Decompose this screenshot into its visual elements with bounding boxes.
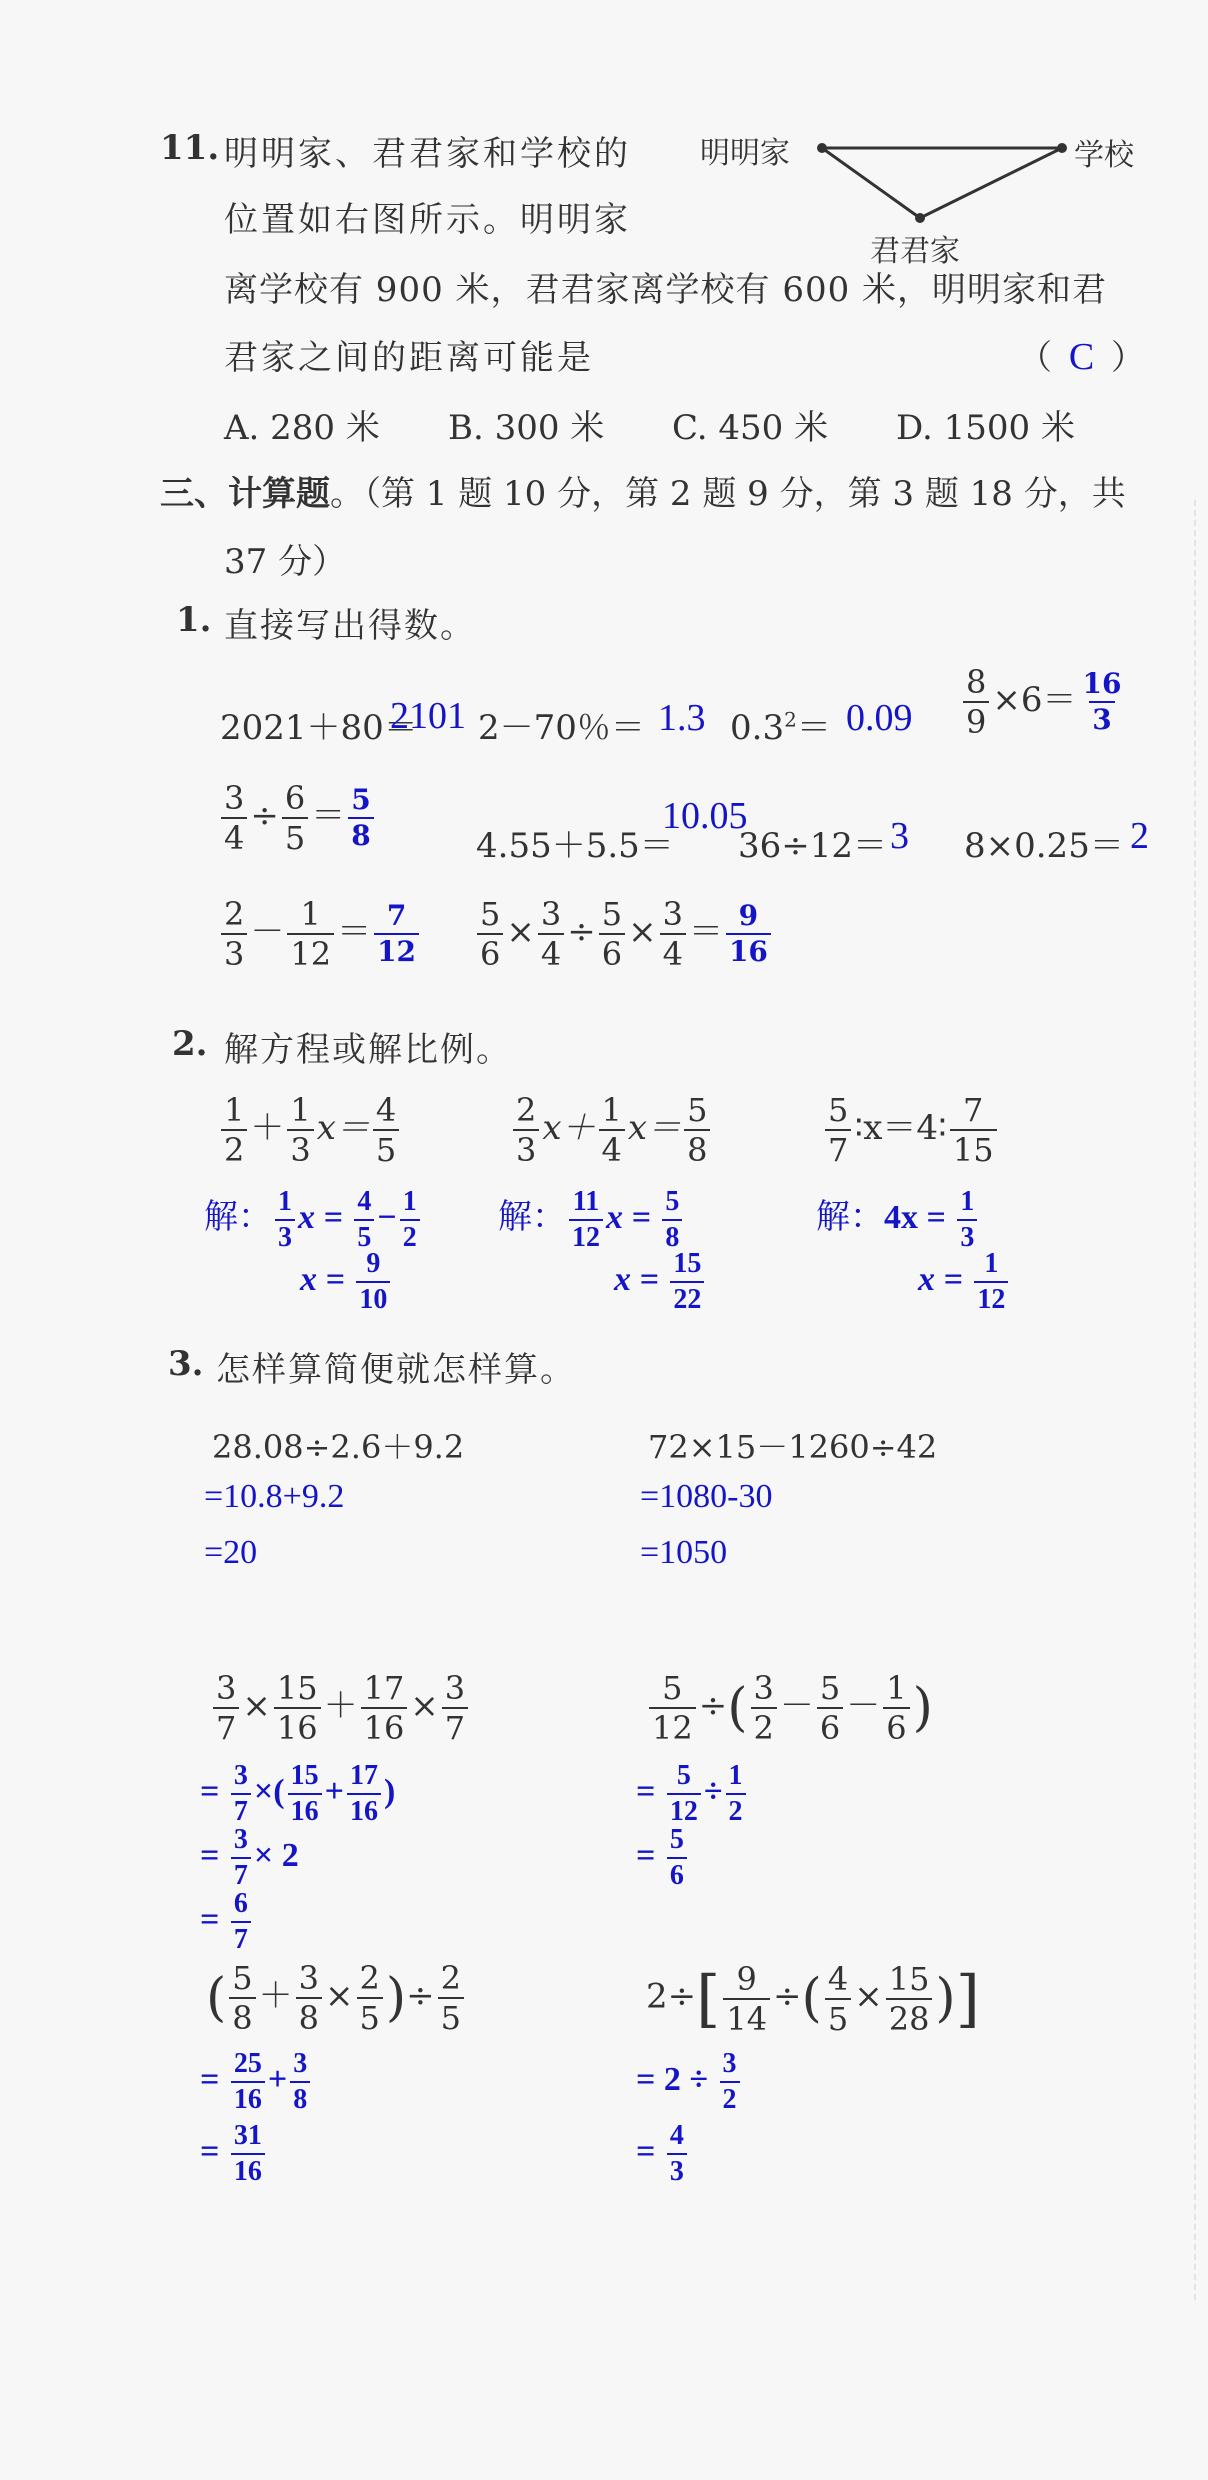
q11-line3: 离学校有 900 米，君君家离学校有 600 米，明明家和君	[224, 270, 1108, 310]
fraction: $\frac{1}{4}$	[599, 1094, 625, 1166]
q11-option-d: D. 1500 米	[896, 408, 1075, 448]
fraction: $\frac{17}{16}$	[347, 1762, 381, 1826]
fraction: $\frac{5}{6}$	[667, 1826, 687, 1890]
fraction: $\frac{2}{3}$	[221, 898, 247, 970]
line-school-jun	[920, 148, 1062, 218]
q11-option-a: A. 280 米	[224, 408, 380, 448]
fraction: $\frac{5}{6}$	[817, 1672, 843, 1744]
p2-title: 解方程或解比例。	[224, 1030, 512, 1070]
label-ming-home: 明明家	[700, 136, 790, 171]
fraction: $\frac{3}{4}$	[538, 898, 564, 970]
fraction: $\frac{3}{8}$	[296, 1962, 322, 2034]
op: ÷	[567, 912, 596, 952]
fraction: $\frac{11}{12}$	[569, 1188, 603, 1252]
p3-number: 3.	[168, 1344, 204, 1384]
paren-open: （	[1018, 338, 1052, 378]
oral-answer-8: 2	[1130, 815, 1149, 857]
fraction: $\frac{1}{3}$	[957, 1188, 977, 1252]
fraction: $\frac{5}{6}$	[599, 898, 625, 970]
op: ×	[410, 1686, 439, 1726]
fraction: $\frac{31}{16}$	[231, 2122, 265, 2186]
rbracket: ]	[955, 1962, 980, 2035]
fraction: $\frac{6}{7}$	[231, 1890, 251, 1954]
fraction: $\frac{9}{14}$	[723, 1963, 770, 2035]
fraction: $\frac{1}{12}$	[974, 1250, 1008, 1314]
solution-3-result	[918, 1250, 1011, 1314]
variable: x =	[614, 1260, 668, 1298]
minus: −	[377, 1198, 397, 1236]
variable: x =	[300, 1260, 354, 1298]
oral-answer-4: $\frac{16}{3}$	[1082, 667, 1122, 736]
p1-title: 直接写出得数。	[224, 606, 476, 646]
calc-6-step2	[636, 2122, 690, 2186]
fraction: $\frac{15}{16}$	[288, 1762, 322, 1826]
exponent: 2	[784, 707, 797, 732]
times: ×	[253, 1772, 274, 1810]
fraction: $\frac{3}{7}$	[231, 1762, 251, 1826]
expr: 2021＋80＝	[220, 708, 418, 748]
variable: x＝	[316, 1108, 370, 1148]
op: ÷	[250, 796, 279, 836]
section3-label: 计算题	[228, 474, 330, 514]
section3-scoring: 。（第 1 题 10 分，第 2 题 9 分，第 3 题 18 分，共	[330, 474, 1126, 514]
proportion-3	[822, 1091, 1000, 1169]
calc-3-step2	[200, 1826, 299, 1890]
calc-3-step3	[200, 1890, 254, 1954]
op: ＋	[323, 1686, 358, 1726]
oral-expr-3	[730, 700, 831, 749]
oral-expr-5	[218, 779, 377, 857]
calc-6-expr	[646, 1959, 980, 2038]
fraction: $\frac{4}{3}$	[667, 2122, 687, 2186]
fraction-8-9: $\frac{8}{9}$	[963, 666, 989, 738]
fraction: $\frac{5}{8}$	[229, 1962, 255, 2034]
calc-3-step1	[200, 1762, 395, 1826]
equals: ＝	[337, 912, 372, 952]
fraction: $\frac{15}{22}$	[670, 1250, 704, 1314]
equation-2	[510, 1091, 713, 1169]
solution-2-result	[614, 1250, 707, 1314]
calc-3-expr	[210, 1669, 471, 1747]
oral-expr-7: 36÷12＝	[738, 826, 888, 866]
section3-title-cont: 37 分）	[224, 542, 347, 582]
oral-expr-2: 2－70％＝	[478, 708, 645, 748]
fraction: $\frac{3}{4}$	[660, 898, 686, 970]
equals: ＝	[311, 796, 346, 836]
q11-answer: C	[1068, 336, 1095, 378]
oral-expr-8: 8×0.25＝	[964, 826, 1124, 866]
solution-2-step1	[498, 1188, 685, 1252]
oral-answer-10: $\frac{9}{16}$	[726, 902, 771, 966]
oral-expr-6: 4.55＋5.5＝	[476, 826, 674, 866]
ratio: ∶x＝4∶	[854, 1108, 947, 1148]
line-ming-jun	[822, 148, 920, 218]
variable: x =	[298, 1198, 352, 1236]
fraction: $\frac{1}{3}$	[287, 1094, 313, 1166]
fraction: $\frac{3}{7}$	[213, 1672, 239, 1744]
div: ÷	[703, 1772, 723, 1810]
op: －	[250, 912, 285, 952]
fraction: $\frac{1}{6}$	[883, 1672, 909, 1744]
fraction: $\frac{4}{5}$	[373, 1094, 399, 1166]
point-jun	[915, 213, 925, 223]
fraction: $\frac{1}{2}$	[726, 1762, 746, 1826]
fraction: $\frac{5}{7}$	[825, 1094, 851, 1166]
calc-2-step2: =1050	[640, 1534, 728, 1571]
rparen: )	[935, 1968, 956, 2029]
calc-5-step1	[200, 2050, 313, 2114]
op: ×	[628, 912, 657, 952]
p1-number: 1.	[176, 600, 212, 640]
q11-answer-paren	[1018, 330, 1145, 379]
op: ×	[506, 912, 535, 952]
fraction: $\frac{1}{2}$	[400, 1188, 420, 1252]
calc-4-expr	[646, 1669, 933, 1747]
calc-5-expr	[206, 1959, 467, 2037]
eq: =	[200, 2132, 220, 2170]
calc-4-step1	[636, 1762, 749, 1826]
fraction: $\frac{7}{15}$	[950, 1094, 997, 1166]
jie-label: 解：	[498, 1198, 566, 1236]
fraction: $\frac{3}{7}$	[231, 1826, 251, 1890]
point-ming	[817, 143, 827, 153]
calc-1-step2: =20	[204, 1534, 258, 1571]
calc-2-step1: =1080-30	[640, 1478, 773, 1515]
lhs: 2 ÷	[663, 2060, 717, 2098]
oral-expr-1	[220, 700, 418, 749]
solution-1-step1	[204, 1188, 423, 1252]
oral-answer-6: 10.05	[662, 795, 748, 837]
minus: －	[779, 1686, 814, 1726]
fraction: $\frac{2}{3}$	[513, 1094, 539, 1166]
calc-5-step2	[200, 2122, 268, 2186]
eq: =	[200, 1772, 220, 1810]
lparen: (	[273, 1772, 285, 1810]
fraction: $\frac{5}{8}$	[662, 1188, 682, 1252]
p3-title: 怎样算简便就怎样算。	[216, 1350, 576, 1390]
fraction: $\frac{3}{7}$	[442, 1672, 468, 1744]
fraction: $\frac{4}{5}$	[825, 1963, 851, 2035]
oral-answer-9: $\frac{7}{12}$	[374, 902, 419, 966]
eq: =	[200, 1836, 220, 1874]
section3-title	[160, 466, 1126, 515]
q11-option-b: B. 300 米	[448, 408, 605, 448]
p2-number: 2.	[172, 1024, 208, 1064]
lhs: 4x =	[884, 1198, 955, 1236]
op: ×	[325, 1976, 354, 2016]
paren-close: ）	[1110, 338, 1145, 378]
fraction: $\frac{5}{6}$	[477, 898, 503, 970]
equals: ＝	[688, 912, 723, 952]
fraction: $\frac{9}{10}$	[356, 1250, 390, 1314]
variable: x＋	[542, 1108, 596, 1148]
minus: －	[846, 1686, 881, 1726]
fraction: $\frac{15}{28}$	[886, 1963, 933, 2035]
plus: +	[324, 1772, 344, 1810]
solution-3-step1	[816, 1188, 980, 1252]
op: ＋	[258, 1976, 293, 2016]
oral-answer-2: 1.3	[658, 697, 706, 739]
div: ÷	[773, 1976, 802, 2017]
calc-6-step1	[636, 2050, 743, 2114]
equation-1	[218, 1091, 402, 1169]
fraction: $\frac{4}{5}$	[354, 1188, 374, 1252]
fraction: $\frac{1}{12}$	[287, 898, 334, 970]
q11-option-c: C. 450 米	[672, 408, 829, 448]
jie-label: 解：	[204, 1198, 272, 1236]
q11-line2: 位置如右图所示。明明家	[224, 200, 631, 240]
fraction: $\frac{3}{8}$	[290, 2050, 310, 2114]
base: 0.3	[730, 708, 785, 748]
variable: x =	[918, 1260, 972, 1298]
section3-prefix: 三、	[160, 474, 228, 514]
lparen: (	[727, 1678, 748, 1738]
fraction: $\frac{5}{8}$	[684, 1094, 710, 1166]
q11-line4: 君家之间的距离可能是	[224, 338, 594, 378]
oral-expr-4	[960, 663, 1127, 741]
times: ×	[854, 1976, 883, 2017]
calc-1-expr: 28.08÷2.6＋9.2	[212, 1428, 465, 1466]
oral-expr-9	[218, 895, 422, 973]
oral-answer-7: 3	[890, 815, 909, 857]
jie-label: 解：	[816, 1198, 884, 1236]
oral-answer-3: 0.09	[846, 697, 913, 739]
variable: x =	[606, 1198, 660, 1236]
equals: ＝	[796, 708, 831, 748]
eq: =	[636, 2132, 656, 2170]
fraction: $\frac{3}{2}$	[751, 1672, 777, 1744]
q11-line1: 明明家、君君家和学校的	[224, 134, 631, 174]
tail: × 2	[253, 1836, 299, 1874]
rparen: )	[912, 1678, 933, 1738]
rparen: )	[385, 1968, 407, 2028]
fraction: $\frac{6}{5}$	[282, 782, 308, 854]
fraction: $\frac{17}{16}$	[361, 1672, 408, 1744]
prefix: 2÷	[646, 1976, 697, 2017]
op: ×6＝	[992, 680, 1077, 720]
eq: =	[636, 1772, 656, 1810]
eq: =	[200, 2060, 220, 2098]
point-school	[1057, 143, 1067, 153]
fraction: $\frac{2}{5}$	[438, 1962, 464, 2034]
location-diagram	[700, 118, 1160, 268]
oral-answer-1: 2101	[390, 695, 466, 737]
fraction: $\frac{5}{12}$	[649, 1672, 696, 1744]
eq: =	[636, 2060, 656, 2098]
calc-2-expr: 72×15－1260÷42	[648, 1428, 938, 1466]
label-jun-home: 君君家	[870, 234, 960, 269]
q11-number: 11.	[160, 128, 220, 168]
fraction: $\frac{3}{4}$	[221, 782, 247, 854]
fraction: $\frac{15}{16}$	[274, 1672, 321, 1744]
calc-1-step1: =10.8+9.2	[204, 1478, 345, 1515]
div: ÷	[406, 1976, 435, 2016]
fraction: $\frac{25}{16}$	[231, 2050, 265, 2114]
rparen: )	[383, 1772, 396, 1810]
oral-answer-5: $\frac{5}{8}$	[348, 786, 373, 850]
page-edge-line	[1194, 500, 1196, 2300]
eq: =	[200, 1900, 220, 1938]
oral-expr-10	[474, 895, 774, 973]
fraction: $\frac{1}{2}$	[221, 1094, 247, 1166]
lbracket: [	[696, 1962, 721, 2035]
div: ÷	[698, 1686, 728, 1726]
op: ×	[242, 1686, 271, 1726]
label-school: 学校	[1074, 138, 1134, 173]
solution-1-result	[300, 1250, 393, 1314]
eq: =	[636, 1836, 656, 1874]
fraction: $\frac{5}{12}$	[667, 1762, 701, 1826]
fraction: $\frac{2}{5}$	[357, 1962, 383, 2034]
lparen: (	[206, 1968, 227, 2028]
fraction: $\frac{1}{3}$	[275, 1188, 295, 1252]
op: ＋	[250, 1108, 285, 1148]
calc-4-step2	[636, 1826, 690, 1890]
fraction: $\frac{3}{2}$	[720, 2050, 740, 2114]
lparen: (	[801, 1968, 822, 2029]
variable: x＝	[627, 1108, 682, 1148]
plus: +	[267, 2060, 288, 2098]
